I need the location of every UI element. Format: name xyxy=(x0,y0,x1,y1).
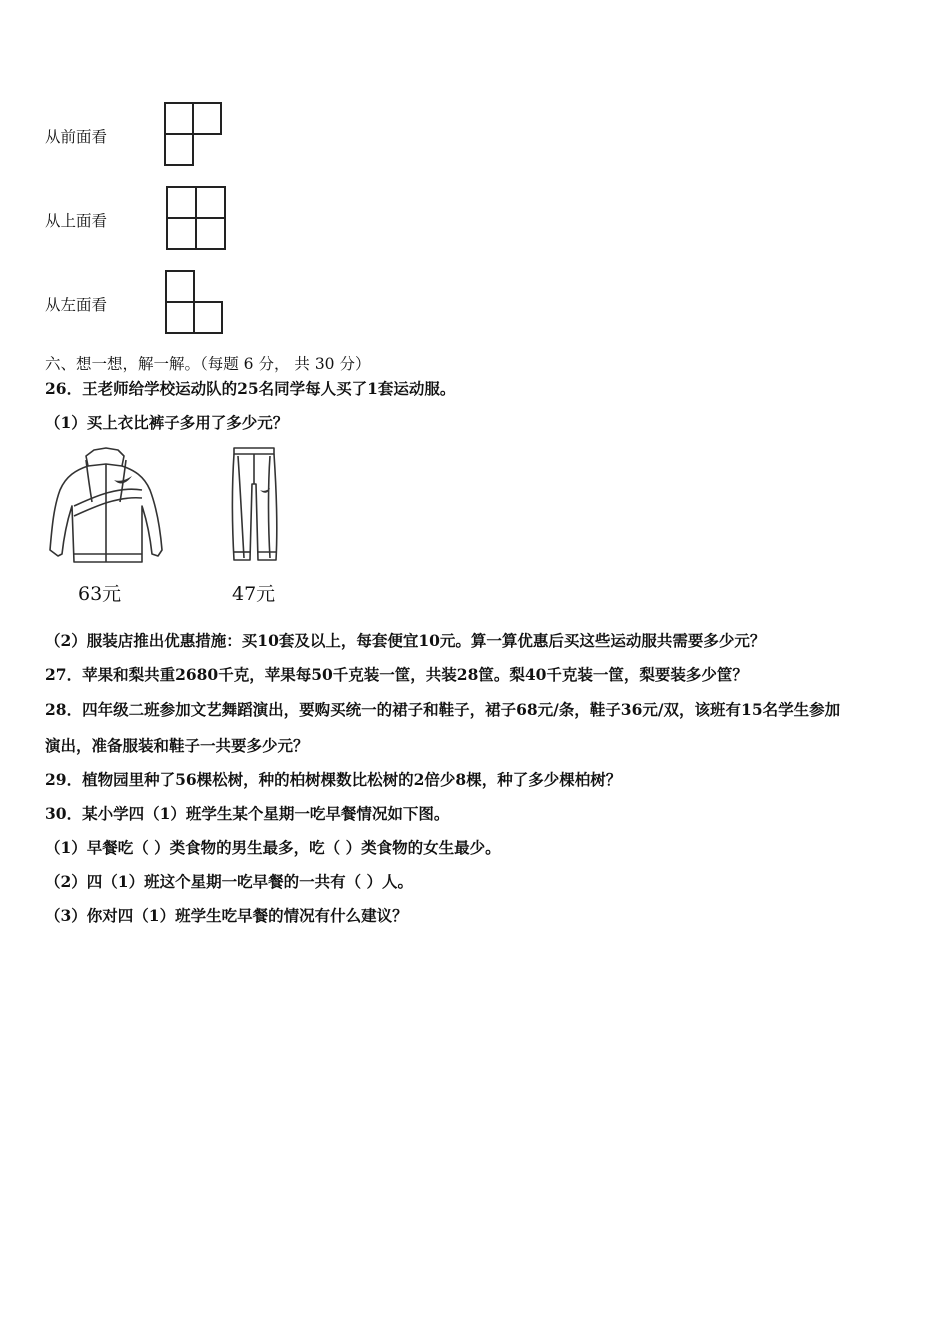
left-view-diagram xyxy=(163,268,227,336)
jacket-illustration xyxy=(46,446,166,566)
jacket-price: 63元 xyxy=(78,583,122,605)
q27-text: 27．苹果和梨共重2680千克，苹果每50千克装一筐，共装28筐。梨40千克装一筐，梨要装多少筐？ xyxy=(45,665,748,684)
q28-line1: 28．四年级二班参加文艺舞蹈演出，要购买统一的裙子和鞋子，裙子68元/条，鞋子36元/双，该班有15名学生参加 xyxy=(45,700,841,719)
q26-part1: （1）买上衣比裤子多用了多少元？ xyxy=(45,413,289,432)
section-6-heading: 六、想一想，解一解。（每题 6 分， 共 30 分） xyxy=(45,355,371,373)
q28-line2: 演出，准备服装和鞋子一共要多少元？ xyxy=(45,736,309,755)
q30-part1: （1）早餐吃（ ）类食物的男生最多，吃（ ）类食物的女生最少。 xyxy=(45,838,501,857)
left-view-label: 从左面看 xyxy=(45,296,108,314)
q30-part2: （2）四（1）班这个星期一吃早餐的一共有（ ）人。 xyxy=(45,872,413,891)
pants-illustration xyxy=(224,444,284,568)
q30-stem: 30．某小学四（1）班学生某个星期一吃早餐情况如下图。 xyxy=(45,804,450,823)
q26-part2: （2）服装店推出优惠措施：买10套及以上，每套便宜10元。算一算优惠后买这些运动服共需要多少元？ xyxy=(45,631,766,650)
top-view-label: 从上面看 xyxy=(45,212,108,230)
front-view-label: 从前面看 xyxy=(45,128,108,146)
front-view-diagram xyxy=(162,100,226,168)
q29-text: 29．植物园里种了56棵松树，种的柏树棵数比松树的2倍少8棵，种了多少棵柏树？ xyxy=(45,770,622,789)
q26-stem: 26．王老师给学校运动队的25名同学每人买了1套运动服。 xyxy=(45,379,456,398)
pants-price: 47元 xyxy=(232,583,276,605)
top-view-diagram xyxy=(164,184,230,252)
q30-part3: （3）你对四（1）班学生吃早餐的情况有什么建议？ xyxy=(45,906,408,925)
